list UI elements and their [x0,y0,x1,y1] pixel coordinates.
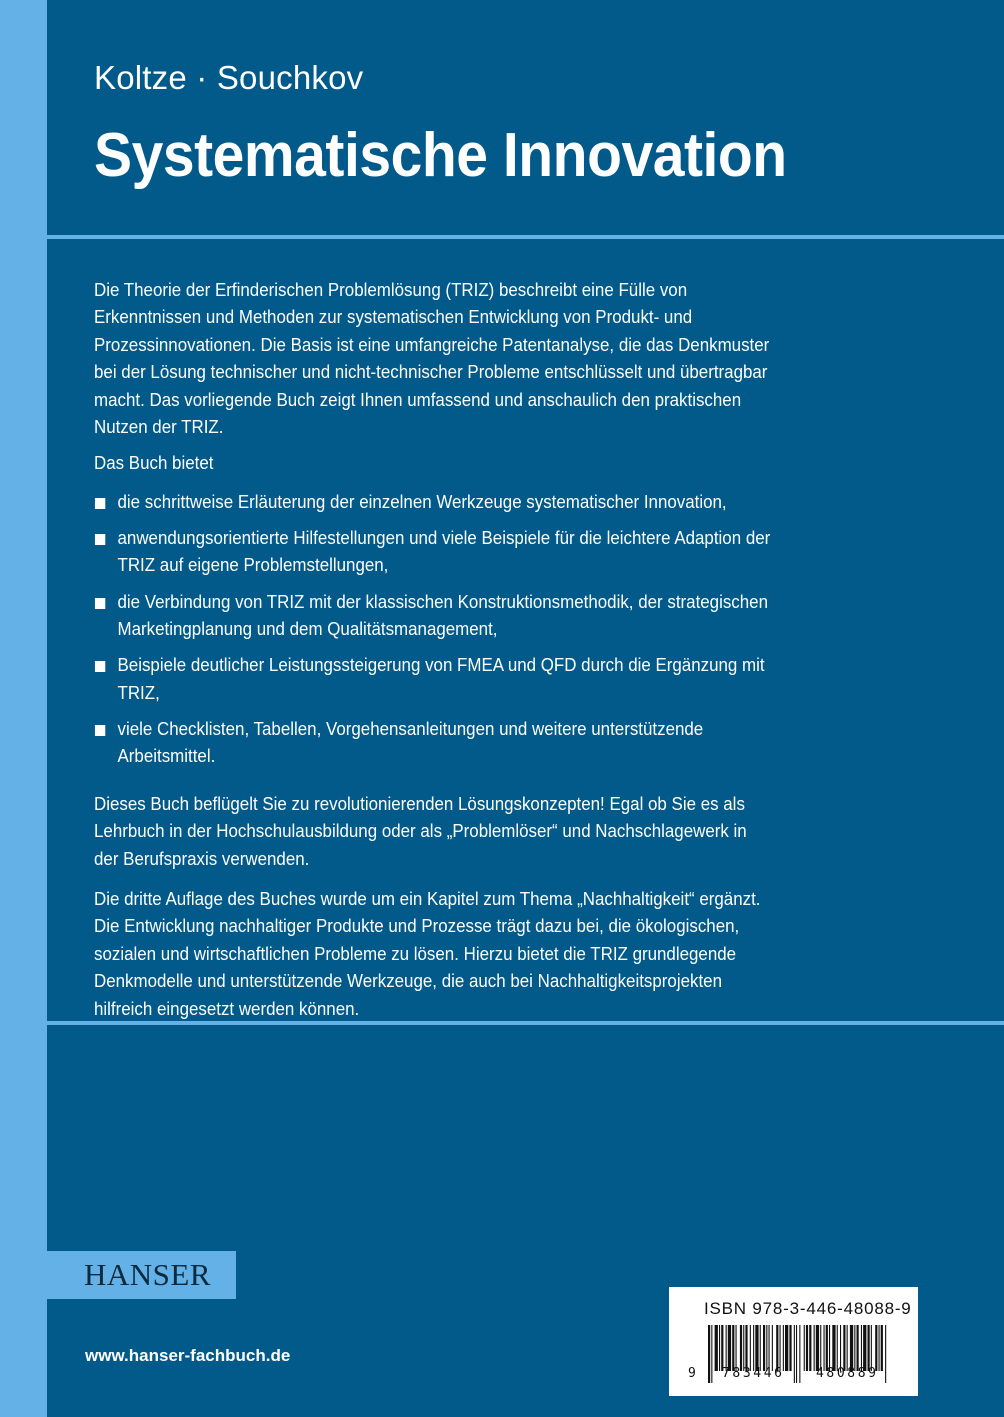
barcode-bar [814,1325,815,1371]
square-bullet-icon [95,498,105,509]
barcode-bar [861,1325,862,1371]
list-item: viele Checklisten, Tabellen, Vorgehensanleitungen und weitere unterstützende Arbeitsmittel. [94,716,771,771]
barcode-bar [728,1325,731,1371]
barcode-bar [843,1325,845,1371]
barcode-bar [785,1325,788,1371]
barcode-bar [769,1325,770,1371]
publisher-logo [0,1251,236,1299]
isbn-number: ISBN 978-3-446-48088-9 [704,1299,912,1318]
authors: Koltze · Souchkov [94,59,364,96]
barcode-bar [736,1325,737,1371]
website-link[interactable]: www.hanser-fachbuch.de [85,1346,291,1365]
blurb [94,277,771,1032]
barcode-bar [881,1325,883,1371]
list-item: die Verbindung von TRIZ mit der klassischen Konstruktionsmethodik, der strategischen Marketingplanung und dem Qualitätsmanagement, [94,589,771,644]
barcode-bar [726,1325,727,1371]
barcode-bar [711,1325,712,1383]
barcode-bar [719,1325,720,1371]
barcode-bar [745,1325,747,1371]
barcode-bar [885,1325,886,1383]
barcode-bar [783,1325,784,1371]
isbn-barcode-box [669,1287,918,1396]
barcode-bar [732,1325,734,1371]
barcode-bar [868,1325,870,1371]
barcode-bar [826,1325,828,1371]
barcode-bar [820,1325,821,1371]
barcode-bar [799,1325,800,1383]
barcode-bar [863,1325,866,1371]
barcode-bar [708,1325,710,1383]
list-item: anwendungsorientierte Hilfestellungen und viele Beispiele für die leichtere Adaption der TRIZ auf eigene Problemstellungen, [94,525,771,580]
barcode-bar [809,1325,811,1371]
barcode-bar [755,1325,758,1371]
barcode-bar [854,1325,855,1371]
publisher-name: HANSER [84,1257,212,1292]
list-heading: Das Buch bietet [94,453,214,474]
barcode-bar [789,1325,791,1371]
barcode-bar [829,1325,830,1371]
barcode-bar [753,1325,754,1371]
square-bullet-icon [95,661,105,672]
square-bullet-icon [95,725,105,736]
barcode-bar [766,1325,767,1371]
barcode-bar [715,1325,718,1371]
paragraph-solutions: Dieses Buch beflügelt Sie zu revolutionierenden Lösungskonzepten! Egal ob Sie es als Lehrbuch in der Hochschulausbildung oder als „Problemlöser“ und Nachschlagewerk in der Berufspraxis verwenden. [94,793,747,869]
square-bullet-icon [95,598,105,609]
left-accent-strip [0,0,47,1417]
intro-paragraph: Die Theorie der Erfinderischen Problemlösung (TRIZ) beschreibt eine Fülle von Erkenntnissen und Methoden zur systematischen Entwicklung von Produkt- und Prozessinnovationen. Die Basis ist eine umfangreiche Patentanalyse, die das Denkmuster bei der Lösung technischer und nicht-technischer Probleme entschlüsselt und übertragbar macht. Das vorliegende Buch zeigt Ihnen umfassend und anschaulich den praktischen Nutzen der TRIZ. [94,280,770,438]
barcode-bar [875,1325,877,1371]
list-item: die schrittweise Erläuterung der einzelnen Werkzeuge systematischer Innovation, [94,489,771,516]
barcode-bar [850,1325,853,1371]
barcode-bar [840,1325,841,1371]
paragraph-third-edition: Die dritte Auflage des Buches wurde um ein Kapitel zum Thema „Nachhaltigkeit“ ergänzt. Die Entwicklung nachhaltiger Produkte und Prozesse trägt dazu bei, die ökologischen, sozialen und wirtschaftlichen Probleme zu lösen. Hierzu bietet die TRIZ grundlegende Denkmodelle und unterstützende Werkzeuge, die auch bei Nachhaltigkeitsprojekten hilfreich eingesetzt werden können. [94,888,761,1019]
barcode-bar [721,1325,723,1371]
barcode-bar [740,1325,742,1371]
barcode-bar [794,1325,795,1383]
barcode-bar [772,1325,773,1371]
barcode-bar [816,1325,819,1371]
barcode-bar [847,1325,848,1371]
barcode-bar [750,1325,751,1371]
feature-list [94,489,771,771]
barcode-first-digit: 9 [688,1366,696,1381]
book-title: Systematische Innovation [94,121,787,190]
barcode-bar [760,1325,761,1371]
barcode-bar [857,1325,859,1371]
barcode-bar [806,1325,808,1371]
barcode-bar [879,1325,880,1371]
barcode-bar [804,1325,805,1371]
barcode-bar [871,1325,872,1371]
barcode-right-digits: 480889 [816,1366,879,1381]
barcode-bar [837,1325,838,1371]
barcode-bar [763,1325,765,1371]
square-bullet-icon [95,534,105,545]
barcode-bar [743,1325,744,1371]
barcode-bar [776,1325,778,1371]
barcode-left-digits: 783446 [722,1366,785,1381]
barcode-bar [796,1325,797,1383]
barcode-bar [832,1325,835,1371]
barcode-bar [780,1325,781,1371]
barcode-bar [824,1325,825,1371]
divider-top [47,235,1004,239]
list-item: Beispiele deutlicher Leistungssteigerung von FMEA und QFD durch die Ergänzung mit TRIZ, [94,652,771,707]
